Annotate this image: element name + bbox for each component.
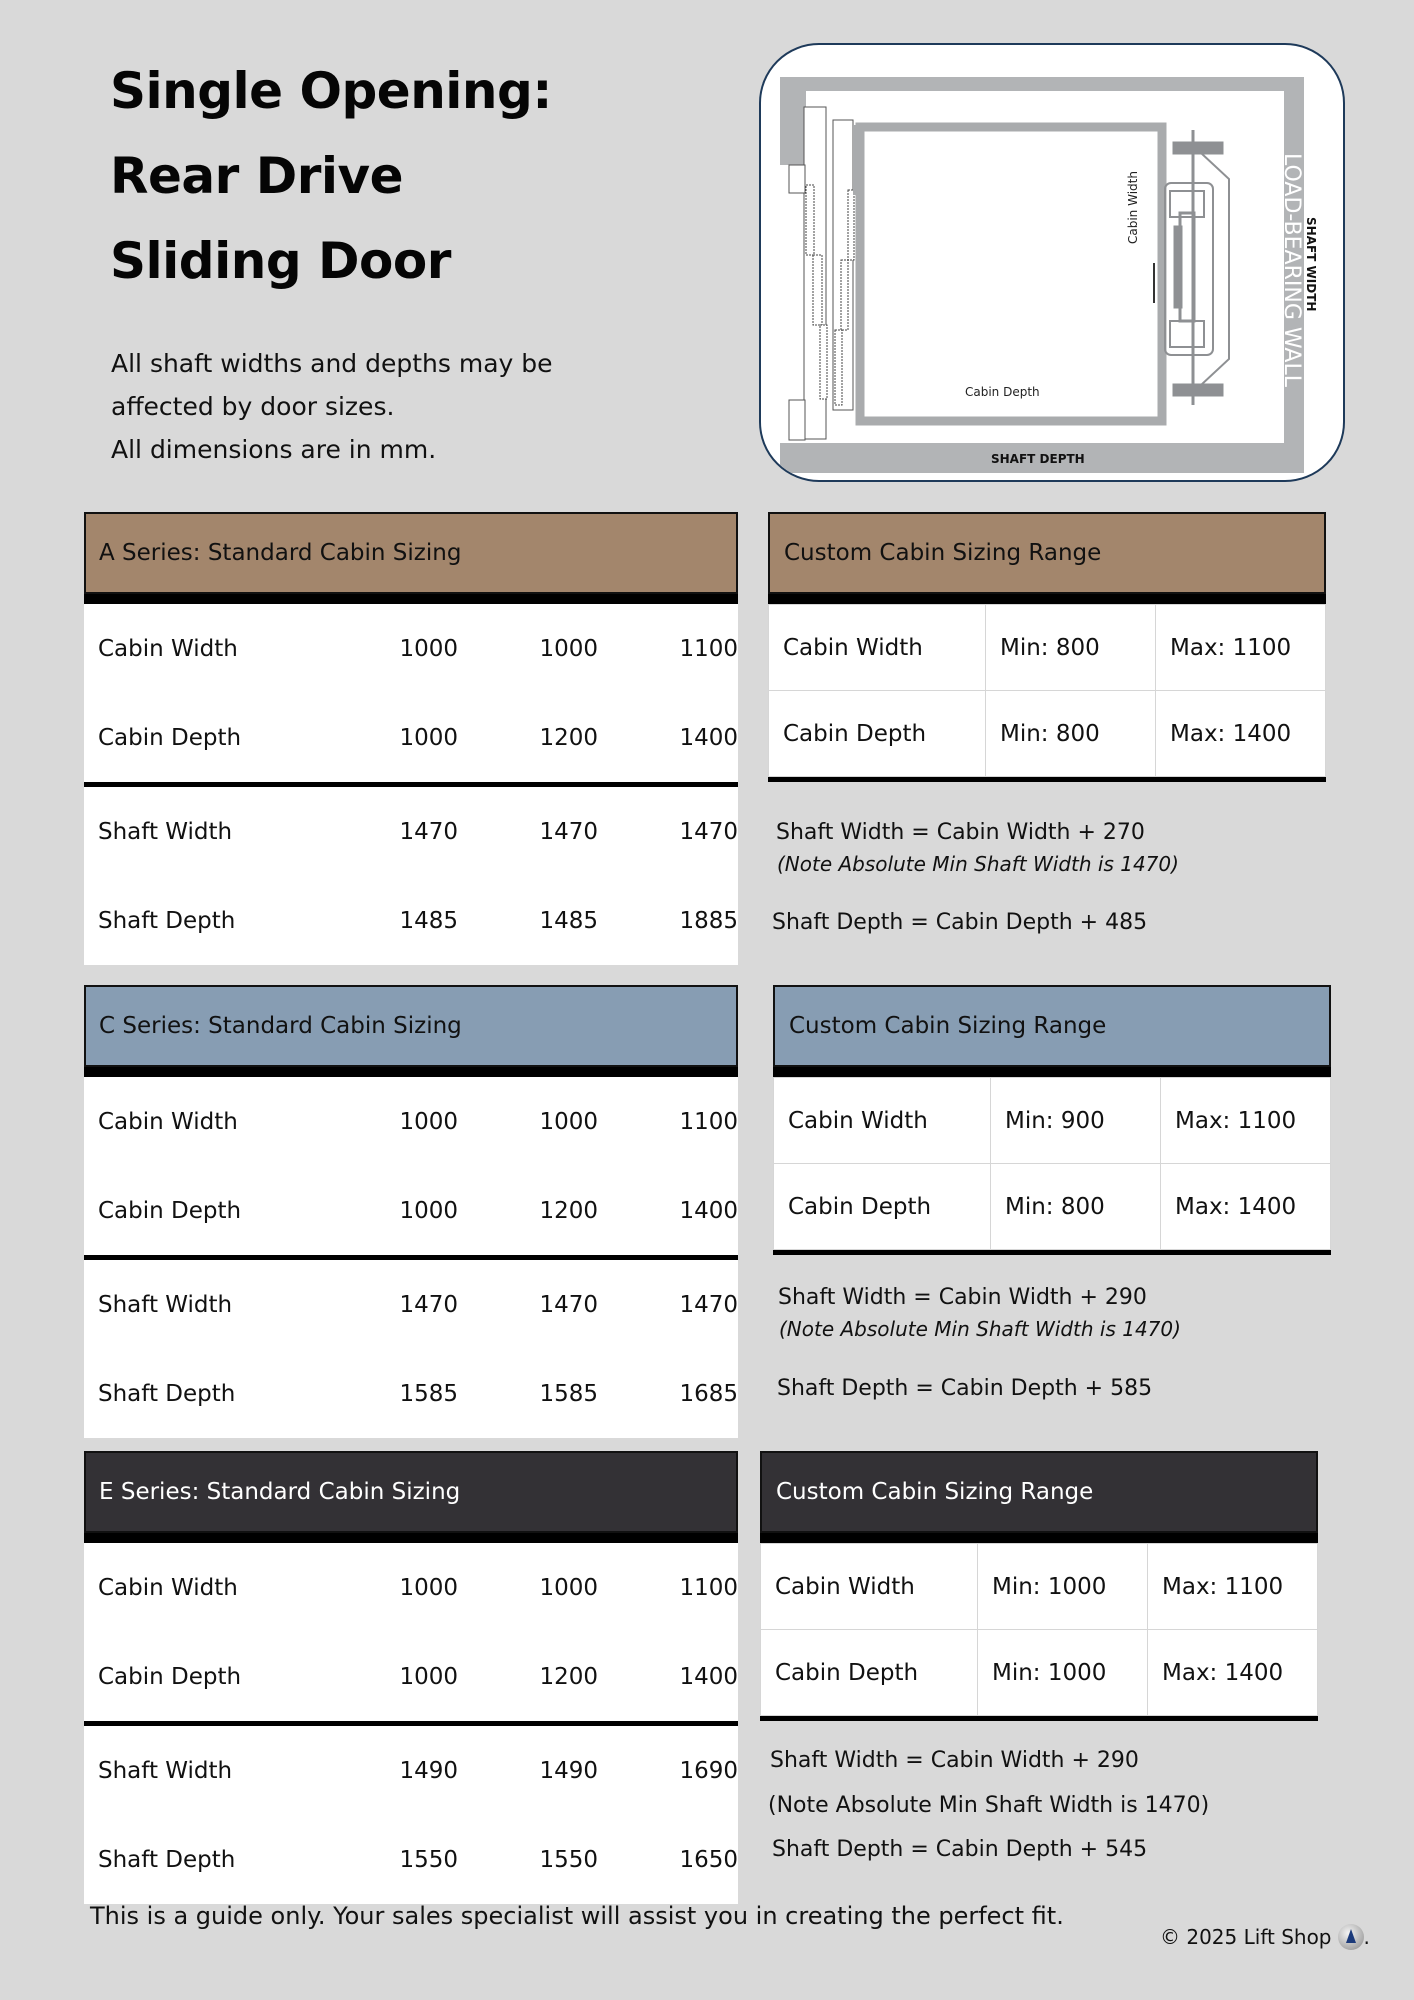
row-value: 1000: [539, 1574, 598, 1601]
row-value: 1000: [399, 1574, 458, 1601]
row-value: 1470: [399, 818, 458, 845]
table-row: [84, 1166, 738, 1255]
shaft-width-formula: Shaft Width = Cabin Width + 290: [778, 1285, 1147, 1310]
floor-plan-drawing: [761, 45, 1343, 480]
load-bearing-wall-label: LOAD-BEARING WALL: [1279, 153, 1304, 387]
e-series-standard-table: [84, 1451, 738, 1904]
shaft-depth-formula: Shaft Depth = Cabin Depth + 485: [772, 910, 1148, 935]
c-series-standard-table: [84, 985, 738, 1438]
row-value: 1200: [539, 1663, 598, 1690]
door-jamb: [789, 165, 805, 193]
disclaimer-text: This is a guide only. Your sales specialist will assist you in creating the perfect fit.: [90, 1902, 1064, 1930]
page-title-line-3: Sliding Door: [110, 232, 451, 290]
left-wall-upper: [780, 77, 806, 165]
row-value: 1000: [539, 635, 598, 662]
custom-range-header: Custom Cabin Sizing Range: [773, 985, 1331, 1067]
intro-line: affected by door sizes.: [111, 392, 395, 421]
row-value: 1470: [539, 818, 598, 845]
min-value: Min: 900: [991, 1078, 1161, 1164]
c-series-custom-range-table: [773, 985, 1331, 1255]
intro-line: All shaft widths and depths may be: [111, 349, 553, 378]
min-value: Min: 1000: [978, 1544, 1148, 1630]
header-rule: [768, 594, 1326, 604]
table-row: [769, 691, 1326, 777]
max-value: Max: 1100: [1156, 605, 1326, 691]
row-value: 1485: [399, 907, 458, 934]
cabin-outline: [860, 127, 1162, 421]
row-label: Cabin Width: [774, 1078, 991, 1164]
row-label: Cabin Depth: [98, 1197, 242, 1224]
min-value: Min: 800: [986, 691, 1156, 777]
cabin-door-panel: [841, 260, 848, 330]
shaft-floor-plan-diagram: [759, 43, 1345, 482]
table-row: [84, 1260, 738, 1349]
shaft-depth-formula: Shaft Depth = Cabin Depth + 585: [777, 1376, 1153, 1401]
min-value: Min: 800: [991, 1164, 1161, 1250]
table-row: [761, 1630, 1318, 1716]
bottom-rule: [773, 1250, 1331, 1255]
copyright: [1160, 1924, 1370, 1950]
page-title-line-1: Single Opening:: [110, 62, 552, 120]
table-row: [84, 1543, 738, 1632]
min-shaft-width-note: (Note Absolute Min Shaft Width is 1470): [777, 852, 1179, 876]
table-row: [774, 1078, 1331, 1164]
row-label: Shaft Depth: [98, 907, 236, 934]
intro-line: All dimensions are in mm.: [111, 435, 437, 464]
row-value: 1000: [399, 724, 458, 751]
row-value: 1200: [539, 1197, 598, 1224]
custom-range-grid: [773, 1077, 1331, 1250]
copyright-text: © 2025 Lift Shop: [1160, 1925, 1332, 1949]
custom-range-grid: [760, 1543, 1318, 1716]
table-row: [84, 1077, 738, 1166]
door-sill: [789, 400, 805, 440]
row-label: Cabin Width: [98, 635, 238, 662]
row-label: Cabin Width: [98, 1108, 238, 1135]
row-label: Cabin Width: [98, 1574, 238, 1601]
custom-range-header: Custom Cabin Sizing Range: [768, 512, 1326, 594]
row-label: Cabin Depth: [774, 1164, 991, 1250]
row-value: 1100: [679, 1108, 738, 1135]
row-value: 1470: [539, 1291, 598, 1318]
row-value: 1000: [399, 1108, 458, 1135]
row-label: Cabin Width: [761, 1544, 978, 1630]
row-value: 1400: [679, 1197, 738, 1224]
custom-range-grid: [768, 604, 1326, 777]
row-value: 1490: [399, 1757, 458, 1784]
row-value: 1650: [679, 1846, 738, 1873]
min-shaft-width-note: (Note Absolute Min Shaft Width is 1470): [768, 1793, 1210, 1818]
header-rule: [84, 1067, 738, 1077]
row-label: Shaft Width: [98, 1757, 233, 1784]
row-value: 1100: [679, 1574, 738, 1601]
table-row: [84, 1632, 738, 1721]
max-value: Max: 1400: [1161, 1164, 1331, 1250]
door-panel: [813, 255, 822, 325]
row-value: 1585: [539, 1380, 598, 1407]
top-wall: [780, 77, 1304, 91]
e-series-table-header: E Series: Standard Cabin Sizing: [84, 1451, 738, 1533]
table-row: [84, 876, 738, 965]
max-value: Max: 1100: [1148, 1544, 1318, 1630]
table-row: [774, 1164, 1331, 1250]
shaft-depth-label: SHAFT DEPTH: [991, 452, 1085, 466]
row-label: Shaft Width: [98, 1291, 233, 1318]
row-value: 1400: [679, 1663, 738, 1690]
row-label: Cabin Depth: [98, 1663, 242, 1690]
table-row: [84, 787, 738, 876]
rear-drive-mechanism: [1165, 130, 1229, 405]
table-row: [769, 605, 1326, 691]
lift-shop-logo-icon: [1338, 1924, 1364, 1950]
table-row: [84, 604, 738, 693]
door-panel: [820, 325, 827, 399]
min-shaft-width-note: (Note Absolute Min Shaft Width is 1470): [779, 1317, 1181, 1341]
row-value: 1685: [679, 1380, 738, 1407]
row-value: 1690: [679, 1757, 738, 1784]
row-value: 1000: [539, 1108, 598, 1135]
table-row: [84, 693, 738, 782]
page-title-line-2: Rear Drive: [110, 147, 404, 205]
row-label: Cabin Depth: [98, 724, 242, 751]
header-rule: [773, 1067, 1331, 1077]
cabin-depth-label: Cabin Depth: [965, 385, 1040, 399]
row-value: 1470: [679, 818, 738, 845]
cabin-width-label: Cabin Width: [1126, 171, 1140, 244]
row-value: 1550: [539, 1846, 598, 1873]
bottom-rule: [760, 1716, 1318, 1721]
table-row: [84, 1726, 738, 1815]
row-value: 1885: [679, 907, 738, 934]
row-value: 1000: [399, 1663, 458, 1690]
row-label: Shaft Depth: [98, 1380, 236, 1407]
min-value: Min: 800: [986, 605, 1156, 691]
door-panel: [806, 185, 814, 255]
table-row: [84, 1349, 738, 1438]
intro-text: [111, 342, 553, 471]
shaft-width-label: SHAFT WIDTH: [1304, 217, 1318, 312]
copyright-suffix: .: [1363, 1925, 1370, 1949]
row-value: 1000: [399, 635, 458, 662]
cabin-door-panel: [848, 190, 854, 260]
row-value: 1200: [539, 724, 598, 751]
table-row: [761, 1544, 1318, 1630]
row-value: 1100: [679, 635, 738, 662]
e-series-custom-range-table: [760, 1451, 1318, 1721]
row-value: 1470: [399, 1291, 458, 1318]
cabin-corner: [853, 125, 860, 195]
row-value: 1400: [679, 724, 738, 751]
header-rule: [84, 594, 738, 604]
min-value: Min: 1000: [978, 1630, 1148, 1716]
row-value: 1000: [399, 1197, 458, 1224]
c-series-table-header: C Series: Standard Cabin Sizing: [84, 985, 738, 1067]
row-label: Shaft Width: [98, 818, 233, 845]
header-rule: [760, 1533, 1318, 1543]
row-value: 1585: [399, 1380, 458, 1407]
a-series-table-header: A Series: Standard Cabin Sizing: [84, 512, 738, 594]
row-label: Cabin Depth: [769, 691, 986, 777]
row-value: 1470: [679, 1291, 738, 1318]
row-value: 1490: [539, 1757, 598, 1784]
max-value: Max: 1400: [1156, 691, 1326, 777]
row-value: 1485: [539, 907, 598, 934]
max-value: Max: 1100: [1161, 1078, 1331, 1164]
table-row: [84, 1815, 738, 1904]
a-series-standard-table: [84, 512, 738, 965]
row-value: 1550: [399, 1846, 458, 1873]
bottom-rule: [768, 777, 1326, 782]
row-label: Cabin Width: [769, 605, 986, 691]
shaft-width-formula: Shaft Width = Cabin Width + 290: [770, 1748, 1139, 1773]
shaft-width-formula: Shaft Width = Cabin Width + 270: [776, 820, 1145, 845]
custom-range-header: Custom Cabin Sizing Range: [760, 1451, 1318, 1533]
max-value: Max: 1400: [1148, 1630, 1318, 1716]
shaft-depth-formula: Shaft Depth = Cabin Depth + 545: [772, 1837, 1148, 1862]
cabin-door-panel: [835, 330, 842, 405]
row-label: Cabin Depth: [761, 1630, 978, 1716]
a-series-custom-range-table: [768, 512, 1326, 782]
row-label: Shaft Depth: [98, 1846, 236, 1873]
header-rule: [84, 1533, 738, 1543]
